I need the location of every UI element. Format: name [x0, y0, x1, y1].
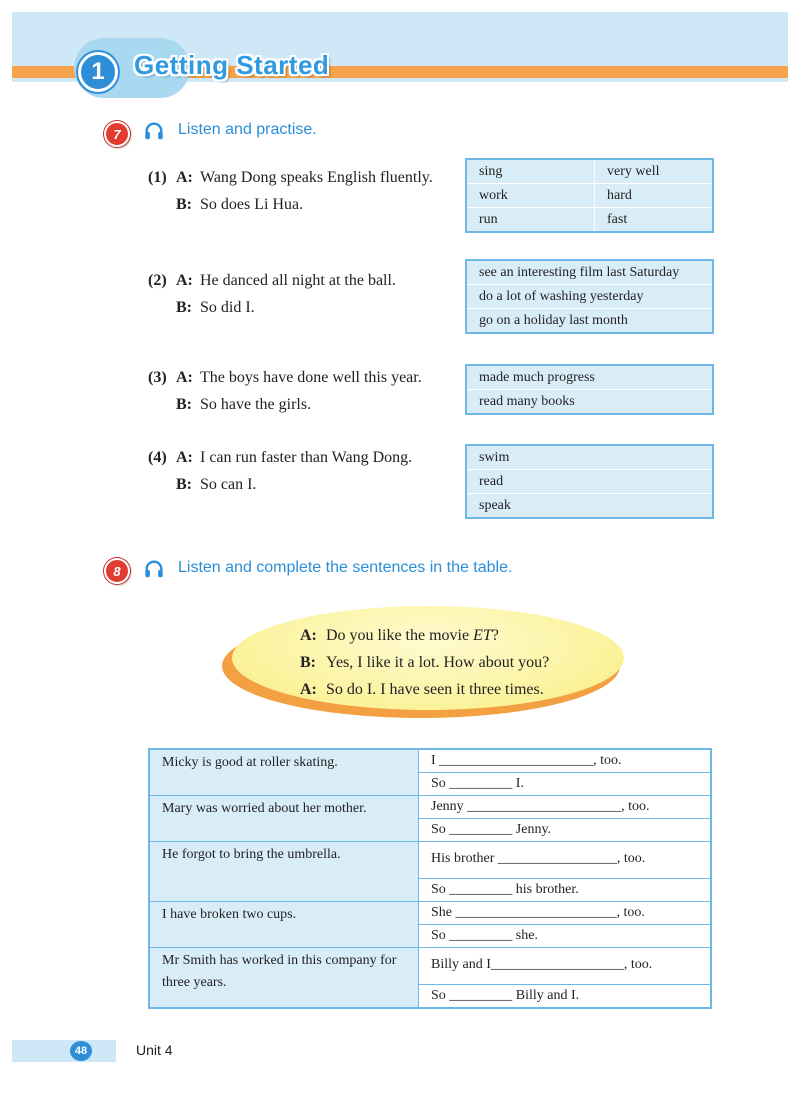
fill-in-table	[148, 748, 712, 1009]
example-line: Do you like the movie	[326, 627, 474, 644]
table-answer-too: I ______________________, too.	[419, 749, 712, 773]
punctuation: ?	[491, 627, 499, 644]
dialogue-number: (1)	[148, 169, 167, 186]
speaker-b: B:	[176, 476, 192, 493]
substitution-box-1	[465, 158, 714, 233]
line-a: Wang Dong speaks English fluently.	[200, 169, 433, 186]
table-answer-so: So _________ his brother.	[419, 879, 712, 902]
speaker-a: A:	[176, 169, 193, 186]
exercise-7-badge: 7	[104, 121, 130, 147]
dialogue-number: (4)	[148, 449, 167, 466]
speaker-a: A:	[176, 369, 193, 386]
table-answer-too: Billy and I___________________, too.	[419, 948, 712, 985]
exercise-8-instruction: Listen and complete the sentences in the table.	[178, 559, 513, 576]
dialogue-number: (2)	[148, 272, 167, 289]
speaker-a: A:	[300, 627, 317, 644]
table-answer-too: His brother _________________, too.	[419, 842, 712, 879]
page-number-badge: 48	[70, 1041, 92, 1061]
line-a: The boys have done well this year.	[200, 369, 422, 386]
dialogue-number: (3)	[148, 369, 167, 386]
speaker-a: A:	[300, 681, 317, 698]
table-prompt: He forgot to bring the umbrella.	[149, 842, 419, 902]
movie-title: ET	[473, 627, 492, 644]
table-prompt: Mr Smith has worked in this company for three years.	[149, 948, 419, 1009]
headphones-icon	[143, 120, 165, 142]
table-answer-too: Jenny ______________________, too.	[419, 796, 712, 819]
dialogue-1	[148, 164, 433, 218]
substitution-box-2	[465, 259, 714, 334]
line-b: So have the girls.	[200, 396, 312, 413]
speaker-b: B:	[176, 299, 192, 316]
sub-verb: swim	[479, 449, 510, 465]
table-answer-so: So _________ I.	[419, 773, 712, 796]
exercise-8-badge: 8	[104, 558, 130, 584]
dialogue-4	[148, 444, 412, 498]
table-answer-too: She _______________________, too.	[419, 902, 712, 925]
sub-verb: work	[467, 184, 595, 207]
table-answer-so: So _________ Jenny.	[419, 819, 712, 842]
sub-phrase: go on a holiday last month	[479, 312, 628, 328]
speaker-b: B:	[176, 196, 192, 213]
line-b: So does Li Hua.	[200, 196, 304, 213]
line-b: So can I.	[200, 476, 257, 493]
sub-phrase: read many books	[479, 393, 575, 409]
unit-label: Unit 4	[136, 1042, 173, 1058]
sub-phrase: do a lot of washing yesterday	[479, 288, 644, 304]
dialogue-3	[148, 364, 422, 418]
substitution-box-3	[465, 364, 714, 415]
example-line: Yes, I like it a lot. How about you?	[326, 654, 550, 671]
table-answer-so: So _________ she.	[419, 925, 712, 948]
dialogue-2	[148, 267, 396, 321]
sub-adverb: very well	[607, 163, 660, 179]
sub-adverb: hard	[607, 187, 632, 203]
exercise-7-instruction: Listen and practise.	[178, 121, 317, 138]
sub-adverb: fast	[607, 211, 628, 227]
table-prompt: Mary was worried about her mother.	[149, 796, 419, 842]
table-prompt: I have broken two cups.	[149, 902, 419, 948]
sub-verb: read	[479, 473, 504, 489]
line-b: So did I.	[200, 299, 255, 316]
table-prompt: Micky is good at roller skating.	[149, 749, 419, 796]
substitution-box-4	[465, 444, 714, 519]
sub-verb: speak	[479, 497, 511, 513]
sub-phrase: see an interesting film last Saturday	[479, 264, 680, 280]
footer-band	[12, 1040, 116, 1062]
line-a: He danced all night at the ball.	[200, 272, 396, 289]
speaker-b: B:	[300, 654, 316, 671]
page-title: Getting Started	[134, 50, 330, 80]
sub-verb: run	[467, 208, 595, 231]
headphones-icon	[143, 558, 165, 580]
example-line: So do I. I have seen it three times.	[326, 681, 544, 698]
speaker-b: B:	[176, 396, 192, 413]
lesson-number-badge: 1	[78, 52, 118, 92]
line-a: I can run faster than Wang Dong.	[200, 449, 413, 466]
sub-verb: sing	[467, 160, 595, 183]
speaker-a: A:	[176, 272, 193, 289]
sub-phrase: made much progress	[479, 369, 595, 385]
table-answer-so: So _________ Billy and I.	[419, 985, 712, 1009]
example-dialogue	[300, 622, 549, 703]
speaker-a: A:	[176, 449, 193, 466]
